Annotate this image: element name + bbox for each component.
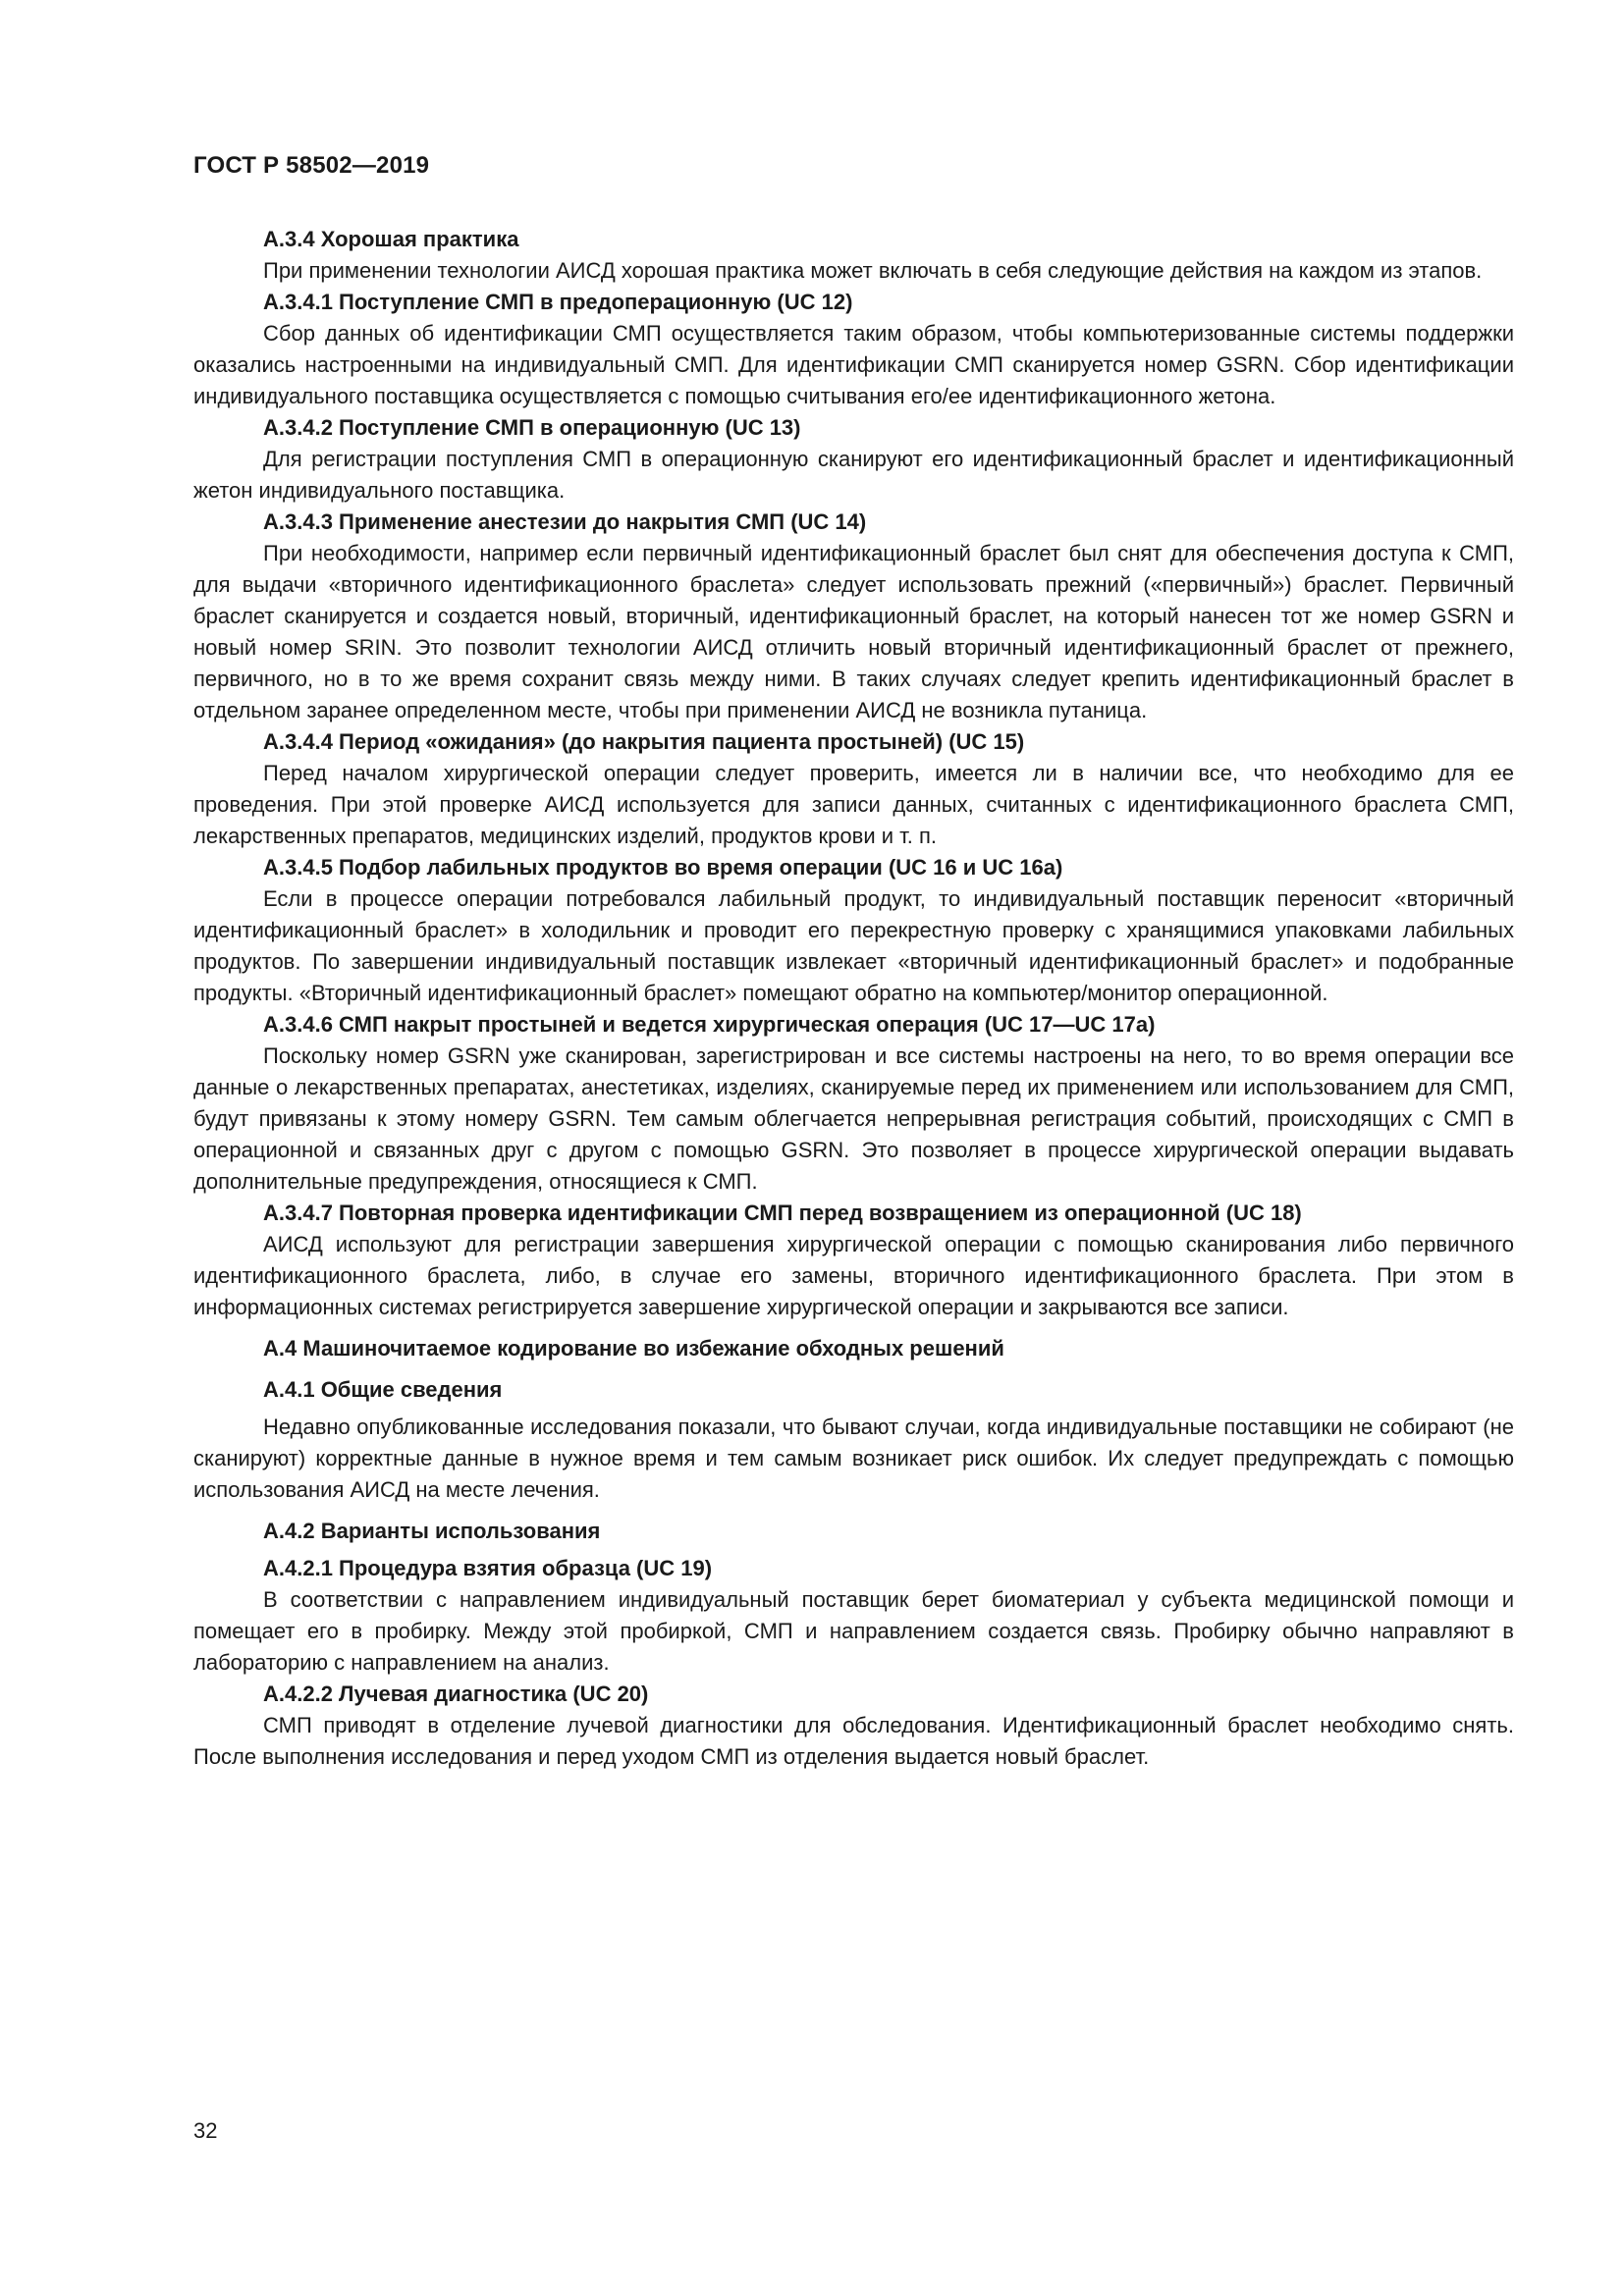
section-heading-a344: А.3.4.4 Период «ожидания» (до накрытия пациента простыней) (UC 15) — [263, 729, 1025, 754]
section-heading-a4: А.4 Машиночитаемое кодирование во избежание обходных решений — [263, 1336, 1004, 1361]
section-heading-a346: А.3.4.6 СМП накрыт простыней и ведется хирургическая операция (UC 17—UC 17a) — [263, 1012, 1156, 1037]
section-heading-a342: А.3.4.2 Поступление СМП в операционную (UC 13) — [263, 415, 801, 440]
document-body — [193, 224, 1514, 1773]
paragraph-a34-intro: При применении технологии АИСД хорошая практика может включать в себя следующие действия на каждом из этапов. — [263, 258, 1483, 283]
page-number: 32 — [193, 2118, 218, 2143]
paragraph-a422: СМП приводят в отделение лучевой диагностики для обследования. Идентификационный браслет необходимо снять. После выполнения исследования и перед уходом СМП из отделения выдается новый браслет. — [193, 1713, 1514, 1769]
paragraph-a346: Поскольку номер GSRN уже сканирован, зарегистрирован и все системы настроены на него, то во время операции все данные о лекарственных препаратах, анестетиках, изделиях, сканируемые перед их применением или использованием для СМП, будут привязаны к этому номеру GSRN. Тем самым облегчается непрерывная регистрация событий, происходящих с СМП в операционной и связанных друг с другом с помощью GSRN. Это позволяет в процессе хирургической операции выдавать дополнительные предупреждения, относящиеся к СМП. — [193, 1043, 1514, 1194]
paragraph-a345: Если в процессе операции потребовался лабильный продукт, то индивидуальный поставщик переносит «вторичный идентификационный браслет» в холодильник и проводит его перекрестную проверку с хранящимися упаковками лабильных продуктов. По завершении индивидуальный поставщик извлекает «вторичный идентификационный браслет» и подобранные продукты. «Вторичный идентификационный браслет» помещают обратно на компьютер/монитор операционной. — [193, 886, 1514, 1005]
paragraph-a342: Для регистрации поступления СМП в операционную сканируют его идентификационный браслет и идентификационный жетон индивидуального поставщика. — [193, 447, 1514, 503]
section-heading-a341: А.3.4.1 Поступление СМП в предоперационную (UC 12) — [263, 290, 853, 314]
paragraph-a421: В соответствии с направлением индивидуальный поставщик берет биоматериал у субъекта медицинской помощи и помещает его в пробирку. Между этой пробиркой, СМП и направлением создается связь. Пробирку обычно направляют в лабораторию с направлением на анализ. — [193, 1587, 1514, 1675]
section-heading-a343: А.3.4.3 Применение анестезии до накрытия СМП (UC 14) — [263, 509, 867, 534]
paragraph-a341: Сбор данных об идентификации СМП осуществляется таким образом, чтобы компьютеризованные системы поддержки оказались настроенными на индивидуальный СМП. Для идентификации СМП сканируется номер GSRN. Сбор идентификации индивидуального поставщика осуществляется с помощью считывания его/ее идентификационного жетона. — [193, 321, 1514, 408]
paragraph-a347: АИСД используют для регистрации завершения хирургической операции с помощью сканирования либо первичного идентификационного браслета, либо, в случае его замены, вторичного идентификационного браслета. При этом в информационных системах регистрируется завершение хирургической операции и закрываются все записи. — [193, 1232, 1514, 1319]
section-heading-a42: А.4.2 Варианты использования — [263, 1519, 601, 1543]
section-heading-a34: А.3.4 Хорошая практика — [263, 227, 519, 251]
section-heading-a345: А.3.4.5 Подбор лабильных продуктов во время операции (UC 16 и UC 16a) — [263, 855, 1063, 880]
paragraph-a41: Недавно опубликованные исследования показали, что бывают случаи, когда индивидуальные поставщики не собирают (не сканируют) корректные данные в нужное время и тем самым возникает риск ошибок. Их следует предупреждать с помощью использования АИСД на месте лечения. — [193, 1415, 1514, 1502]
paragraph-a343: При необходимости, например если первичный идентификационный браслет был снят для обеспечения доступа к СМП, для выдачи «вторичного идентификационного браслета» следует использовать прежний («первичный») браслет. Первичный браслет сканируется и создается новый, вторичный, идентификационный браслет, на который нанесен тот же номер GSRN и новый номер SRIN. Это позволит технологии АИСД отличить новый вторичный идентификационный браслет от прежнего, первичного, но в то же время сохранит связь между ними. В таких случаях следует крепить идентификационный браслет в отдельном заранее определенном месте, чтобы при применении АИСД не возникла путаница. — [193, 541, 1514, 722]
section-heading-a41: А.4.1 Общие сведения — [263, 1377, 503, 1402]
section-heading-a422: А.4.2.2 Лучевая диагностика (UC 20) — [263, 1682, 649, 1706]
section-heading-a347: А.3.4.7 Повторная проверка идентификации СМП перед возвращением из операционной (UC 18) — [263, 1201, 1302, 1225]
section-heading-a421: А.4.2.1 Процедура взятия образца (UC 19) — [263, 1556, 713, 1580]
document-header: ГОСТ Р 58502—2019 — [193, 152, 430, 179]
paragraph-a344: Перед началом хирургической операции следует проверить, имеется ли в наличии все, что необходимо для ее проведения. При этой проверке АИСД используется для записи данных, считанных с идентификационного браслета СМП, лекарственных препаратов, медицинских изделий, продуктов крови и т. п. — [193, 761, 1514, 848]
